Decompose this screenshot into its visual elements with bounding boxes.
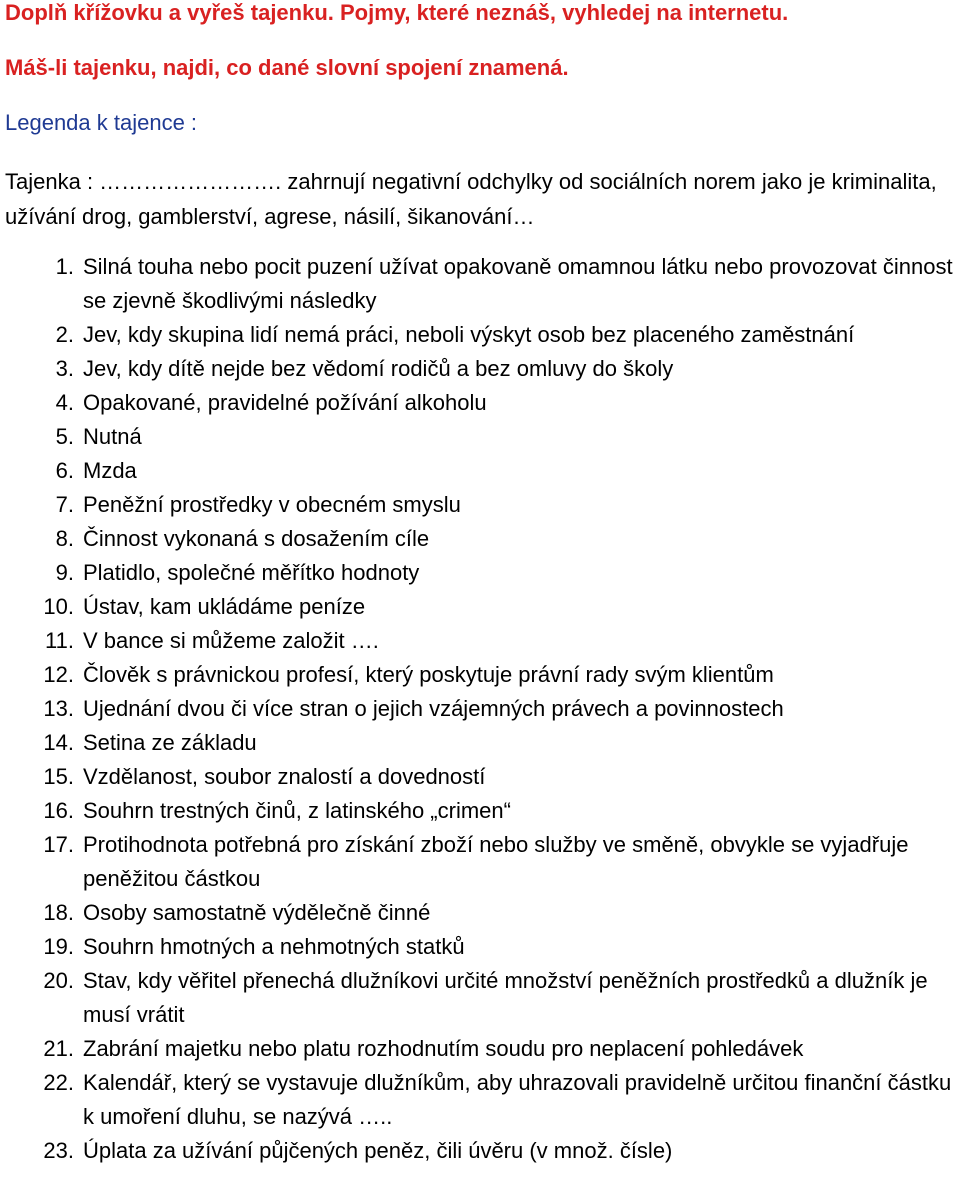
- clue-number: 17.: [43, 832, 74, 857]
- clue-item-6: [0, 454, 960, 488]
- clue-text: Zabrání majetku nebo platu rozhodnutím soudu pro neplacení pohledávek: [83, 1036, 804, 1061]
- clue-item-4: [0, 386, 960, 420]
- legend-heading: Legenda k tajence :: [5, 110, 198, 135]
- clue-text: Nutná: [83, 424, 142, 449]
- clue-text: Úplata za užívání půjčených peněz, čili úvěru (v množ. čísle): [83, 1138, 673, 1163]
- clue-text: Platidlo, společné měřítko hodnoty: [83, 560, 420, 585]
- clue-text: V bance si můžeme založit ….: [83, 628, 379, 653]
- clue-text: Jev, kdy dítě nejde bez vědomí rodičů a bez omluvy do školy: [83, 356, 674, 381]
- clue-number: 16.: [43, 798, 74, 823]
- clue-text: Člověk s právnickou profesí, který poskytuje právní rady svým klientům: [83, 662, 774, 687]
- clue-text: Činnost vykonaná s dosažením cíle: [83, 526, 430, 551]
- clue-item-5: [0, 420, 960, 454]
- clue-text: Souhrn trestných činů, z latinského „crimen“: [83, 798, 511, 823]
- clue-text: Souhrn hmotných a nehmotných statků: [83, 934, 465, 959]
- clue-number: 1.: [55, 254, 74, 279]
- clue-item-22: [0, 1066, 960, 1134]
- clue-item-23: [0, 1134, 960, 1168]
- clue-text: Opakované, pravidelné požívání alkoholu: [83, 390, 487, 415]
- clue-number: 9.: [55, 560, 74, 585]
- clue-number: 6.: [55, 458, 74, 483]
- clue-item-1: [0, 250, 960, 318]
- clue-number: 21.: [43, 1036, 74, 1061]
- clue-number: 12.: [43, 662, 74, 687]
- clue-text: Setina ze základu: [83, 730, 257, 755]
- clue-item-21: [0, 1032, 960, 1066]
- clue-number: 4.: [55, 390, 74, 415]
- clue-number: 2.: [55, 322, 74, 347]
- clue-text: Mzda: [83, 458, 137, 483]
- clue-item-3: [0, 352, 960, 386]
- clue-item-19: [0, 930, 960, 964]
- clue-number: 5.: [55, 424, 74, 449]
- clue-number: 15.: [43, 764, 74, 789]
- clue-text: Stav, kdy věřitel přenechá dlužníkovi určité množství peněžních prostředků a dlužník je musí vrátit: [83, 968, 928, 1027]
- clue-text: Ústav, kam ukládáme peníze: [83, 594, 366, 619]
- clue-list: [0, 250, 960, 1168]
- clue-number: 18.: [43, 900, 74, 925]
- clue-text: Silná touha nebo pocit puzení užívat opakovaně omamnou látku nebo provozovat činnost se zjevně škodlivými následky: [83, 254, 953, 313]
- clue-number: 22.: [43, 1070, 74, 1095]
- clue-number: 3.: [55, 356, 74, 381]
- clue-number: 13.: [43, 696, 74, 721]
- clue-text: Ujednání dvou či více stran o jejich vzájemných právech a povinnostech: [83, 696, 784, 721]
- clue-text: Protihodnota potřebná pro získání zboží nebo služby ve směně, obvykle se vyjadřuje peněžitou částkou: [83, 832, 909, 891]
- clue-item-15: [0, 760, 960, 794]
- clue-item-18: [0, 896, 960, 930]
- clue-item-8: [0, 522, 960, 556]
- clue-text: Kalendář, který se vystavuje dlužníkům, aby uhrazovali pravidelně určitou finanční částku k umoření dluhu, se nazývá …..: [83, 1070, 952, 1129]
- clue-number: 7.: [55, 492, 74, 517]
- clue-item-10: [0, 590, 960, 624]
- instruction-line-2: Máš-li tajenku, najdi, co dané slovní spojení znamená.: [5, 55, 569, 80]
- clue-number: 23.: [43, 1138, 74, 1163]
- clue-text: Vzdělanost, soubor znalostí a dovedností: [83, 764, 486, 789]
- clue-number: 8.: [55, 526, 74, 551]
- clue-number: 20.: [43, 968, 74, 993]
- clue-item-11: [0, 624, 960, 658]
- clue-item-12: [0, 658, 960, 692]
- clue-text: Osoby samostatně výdělečně činné: [83, 900, 431, 925]
- clue-item-14: [0, 726, 960, 760]
- clue-item-16: [0, 794, 960, 828]
- clue-number: 14.: [43, 730, 74, 755]
- clue-item-20: [0, 964, 960, 1032]
- clue-text: Jev, kdy skupina lidí nemá práci, neboli výskyt osob bez placeného zaměstnání: [83, 322, 855, 347]
- clue-item-13: [0, 692, 960, 726]
- tajenka-paragraph: Tajenka : ……………………. zahrnují negativní odchylky od sociálních norem jako je kriminalita, užívání drog, gamblerství, agrese, násilí, šikanování…: [5, 169, 937, 229]
- clue-number: 19.: [43, 934, 74, 959]
- clue-item-2: [0, 318, 960, 352]
- clue-item-7: [0, 488, 960, 522]
- clue-number: 11.: [45, 628, 74, 653]
- clue-item-17: [0, 828, 960, 896]
- clue-item-9: [0, 556, 960, 590]
- clue-number: 10.: [43, 594, 74, 619]
- instruction-line-1: Doplň křížovku a vyřeš tajenku. Pojmy, které neznáš, vyhledej na internetu.: [5, 0, 789, 25]
- clue-text: Peněžní prostředky v obecném smyslu: [83, 492, 461, 517]
